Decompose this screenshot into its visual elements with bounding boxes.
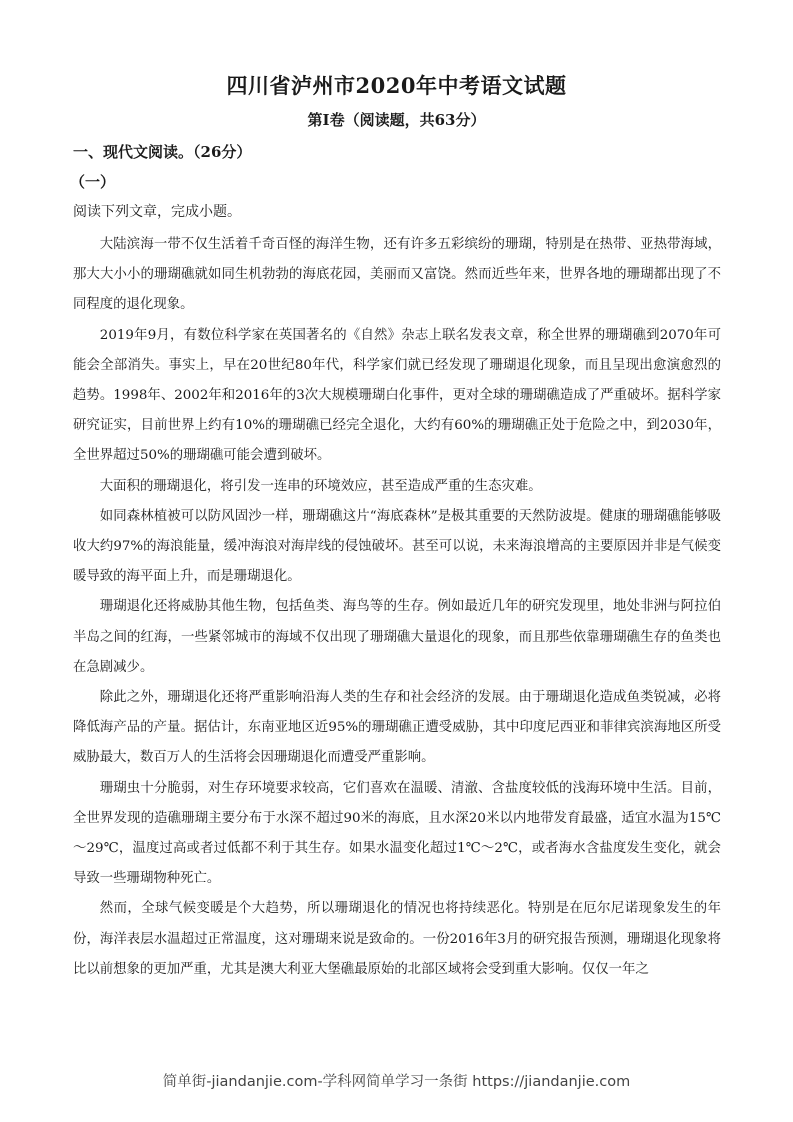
section-heading: 一、现代文阅读。（26分） (73, 143, 252, 161)
reading-instruction: 阅读下列文章，完成小题。 (73, 204, 241, 220)
article-paragraph: 如同森林植被可以防风固沙一样，珊瑚礁这片“海底森林”是极其重要的天然防波堤。健康的珊瑚礁能够吸收大约97%的海浪能量，缓冲海浪对海岸线的侵蚀破坏。甚至可以说，未来海浪增高的主要原因并非是气候变暖导致的海平面上升，而是珊瑚退化。 (73, 508, 721, 585)
article-paragraph: 除此之外，珊瑚退化还将严重影响沿海人类的生存和社会经济的发展。由于珊瑚退化造成鱼类锐减，必将降低海产品的产量。据估计，东南亚地区近95%的珊瑚礁正遭受威胁，其中印度尼西亚和菲律宾滨海地区所受威胁最大，数百万人的生活将会因珊瑚退化而遭受严重影响。 (73, 690, 721, 766)
article-paragraph: 珊瑚虫十分脆弱，对生存环境要求较高，它们喜欢在温暖、清澈、含盐度较低的浅海环境中生活。目前，全世界发现的造礁珊瑚主要分布于水深不超过90米的海底，且水深20米以内地带发育最盛，适宜水温为15℃～29℃，温度过高或者过低都不利于其生存。如果水温变化超过1℃～2℃，或者海水含盐度发生变化，就会导致一些珊瑚物种死亡。 (73, 780, 721, 887)
article-paragraph: 大陆滨海一带不仅生活着千奇百怪的海洋生物，还有许多五彩缤纷的珊瑚，特别是在热带、亚热带海域，那大大小小的珊瑚礁就如同生机勃勃的海底花园，美丽而又富饶。然而近些年来，世界各地的珊瑚都出现了不同程度的退化现象。 (73, 237, 721, 313)
volume-subtitle: 第Ⅰ卷（阅读题，共63分） (307, 111, 486, 129)
page-footer: 简单街-jiandanjie.com-学科网简单学习一条街 https://jiandanjie.com (162, 1074, 631, 1090)
article-body (73, 230, 721, 985)
article-paragraph: 2019年9月，有数位科学家在英国著名的《自然》杂志上联名发表文章，称全世界的珊瑚礁到2070年可能会全部消失。事实上，早在20世纪80年代，科学家们就已经发现了珊瑚退化现象，而且呈现出愈演愈烈的趋势。1998年、2002年和2016年的3次大规模珊瑚白化事件，更对全球的珊瑚礁造成了严重破坏。据科学家研究证实，目前世界上约有10%的珊瑚礁已经完全退化，大约有60%的珊瑚礁正处于危险之中，到2030年，全世界超过50%的珊瑚礁可能会遭到破坏。 (73, 327, 721, 464)
article-paragraph: 然而，全球气候变暖是个大趋势，所以珊瑚退化的情况也将持续恶化。特别是在厄尔尼诺现象发生的年份，海洋表层水温超过正常温度，这对珊瑚来说是致命的。一份2016年3月的研究报告预测，珊瑚退化现象将比以前想象的更加严重，尤其是澳大利亚大堡礁最原始的北部区域将会受到重大影响。仅仅一年之 (73, 901, 721, 977)
document-title: 四川省泸州市2020年中考语文试题 (226, 73, 567, 98)
subsection-heading: （一） (70, 173, 116, 191)
article-paragraph: 珊瑚退化还将威胁其他生物，包括鱼类、海鸟等的生存。例如最近几年的研究发现里，地处非洲与阿拉伯半岛之间的红海，一些紧邻城市的海域不仅出现了珊瑚礁大量退化的现象，而且那些依靠珊瑚礁生存的鱼类也在急剧减少。 (73, 599, 721, 675)
article-paragraph: 大面积的珊瑚退化，将引发一连串的环境效应，甚至造成严重的生态灾难。 (99, 478, 542, 494)
